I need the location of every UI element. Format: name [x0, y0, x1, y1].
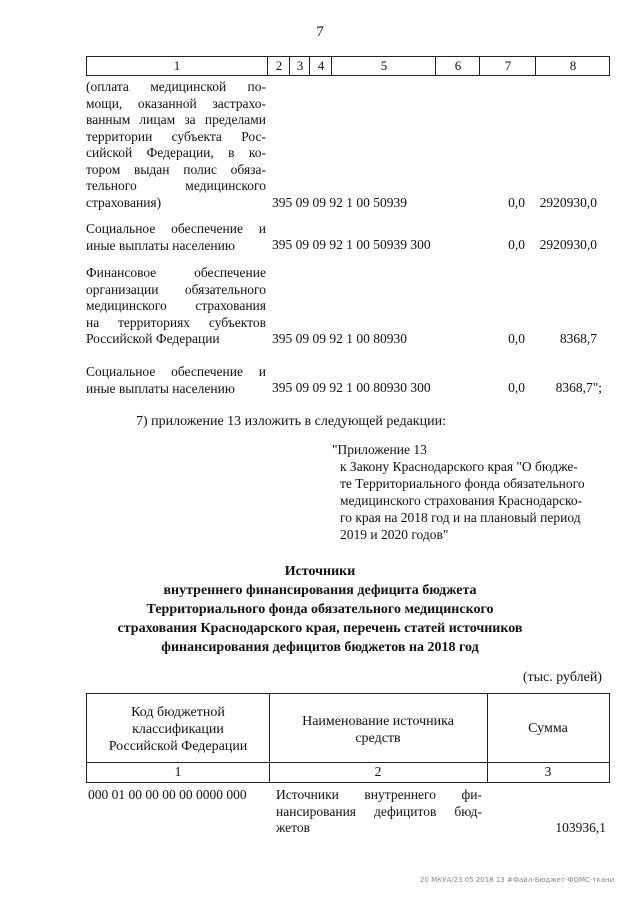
row2-label — [86, 221, 266, 254]
header-col-6: 6 — [435, 57, 480, 75]
appendix-line: "Приложение 13 — [332, 442, 427, 457]
appendix-block — [332, 441, 602, 543]
row1-col8: 2920930,0 — [539, 195, 597, 210]
row2-line: Социальное обеспечение и — [86, 221, 266, 236]
header-sum: Сумма — [528, 721, 568, 736]
row1-col7: 0,0 — [508, 195, 525, 210]
title-line: Источники — [284, 564, 356, 579]
row1-line: тельного медицинского — [86, 178, 266, 193]
title-line: финансирования дефицитов бюджетов на 2018 год — [161, 640, 479, 655]
row1-line: ванным лицам за пределами — [86, 112, 266, 127]
instruction-text: 7) приложение 13 изложить в следующей редакции: — [136, 414, 446, 429]
row1-line: страхования) — [86, 194, 162, 210]
title-line: Территориального фонда обязательного медицинского — [146, 602, 494, 617]
row1-line: тором выдан полис обяза- — [86, 161, 266, 177]
appendix-line: го края на 2018 год и на плановый период — [340, 510, 581, 525]
header-name-line: Наименование источника — [302, 714, 454, 729]
row1-codes: 395 09 09 92 1 00 50939 — [272, 195, 407, 210]
row2-line: иные выплаты населению — [86, 237, 235, 253]
colnum-3: 3 — [544, 764, 552, 779]
row4-line: иные выплаты населению — [86, 380, 235, 396]
row1-line: (оплата медицинской по- — [86, 79, 266, 94]
row3-line: Российской Федерации — [86, 331, 220, 346]
row3-codes: 395 09 09 92 1 00 80930 — [272, 331, 407, 346]
header-name — [269, 713, 487, 747]
source-name-line: нансирования дефицитов бюд- — [276, 803, 482, 819]
header-col-5: 5 — [331, 57, 436, 75]
source-name — [276, 787, 482, 837]
source-sum: 103936,1 — [555, 820, 606, 835]
units-label: (тыс. рублей) — [522, 670, 602, 685]
top-table-header — [86, 56, 610, 76]
row3-line: медицинского страхования — [86, 298, 266, 313]
row3-col8: 8368,7 — [559, 331, 597, 346]
header-name-line: средств — [355, 731, 401, 746]
source-name-line: жетов — [276, 820, 310, 835]
title-line: внутреннего финансирования дефицита бюджета — [163, 583, 477, 598]
row3-line: организации обязательного — [86, 281, 266, 297]
appendix-line: те Территориального фонда обязательного — [340, 476, 585, 491]
title-line: страхования Краснодарского края, перечень статей источников — [117, 621, 523, 636]
row2-col8: 2920930,0 — [539, 237, 597, 252]
row1-line: территории субъекта Рос- — [86, 128, 266, 144]
appendix-line: к Закону Краснодарского края "О бюдже- — [340, 459, 578, 474]
header-col-1: 1 — [173, 58, 181, 73]
header-col-7: 7 — [479, 57, 536, 75]
row4-col8: 8368,7"; — [555, 380, 602, 395]
header-code — [87, 704, 269, 755]
section-title — [0, 562, 640, 657]
colnum-2: 2 — [374, 764, 382, 779]
header-col-8: 8 — [535, 57, 610, 75]
row2-col7: 0,0 — [508, 237, 525, 252]
header-code-line: классификации — [132, 722, 224, 737]
row1-label — [86, 79, 266, 211]
header-code-line: Российской Федерации — [108, 739, 248, 754]
row3-label — [86, 265, 266, 348]
row4-col7: 0,0 — [508, 380, 525, 395]
row4-label — [86, 364, 266, 397]
row1-line: сийской Федерации, в ко- — [86, 145, 266, 160]
header-code-line: Код бюджетной — [131, 705, 225, 720]
row3-col7: 0,0 — [508, 331, 525, 346]
row1-line: мощи, оказанной застрахо- — [86, 95, 266, 111]
sources-table — [86, 693, 610, 783]
colnum-1: 1 — [174, 764, 182, 779]
row3-line: Финансовое обеспечение — [86, 265, 266, 280]
page-number: 7 — [316, 24, 324, 40]
footer-text: 20 МКУА/23 05 2018 13 #Файл-Бюджет-ФОМС-ткани — [420, 876, 615, 884]
appendix-line: медицинского страхования Краснодарско- — [340, 493, 583, 508]
table-divider — [87, 762, 609, 763]
appendix-line: 2019 и 2020 годов" — [340, 527, 449, 542]
header-col-2: 2 — [267, 57, 290, 75]
source-name-line: Источники внутреннего фи- — [276, 787, 482, 802]
source-code: 000 01 00 00 00 00 0000 000 — [88, 787, 247, 802]
row4-codes: 395 09 09 92 1 00 80930 300 — [272, 380, 431, 395]
row2-codes: 395 09 09 92 1 00 50939 300 — [272, 237, 431, 252]
row4-line: Социальное обеспечение и — [86, 364, 266, 379]
header-col-3: 3 — [289, 57, 310, 75]
row3-line: на территориях субъектов — [86, 314, 266, 330]
header-col-4: 4 — [309, 57, 332, 75]
